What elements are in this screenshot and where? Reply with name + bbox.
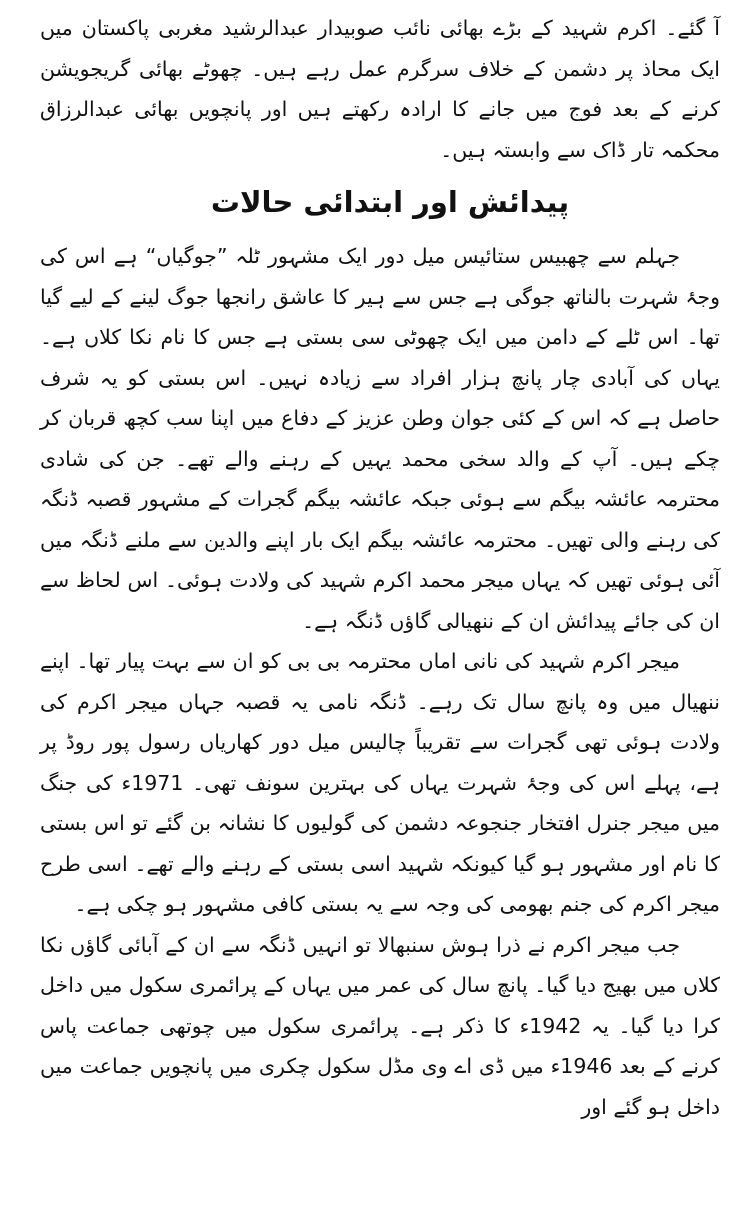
paragraph-2: میجر اکرم شہید کی نانی اماں محترمہ بی بی کو ان سے بہت پیار تھا۔ اپنے ننھیال میں وہ پانچ سال تک رہے۔ ڈنگہ نامی یہ قصبہ جہاں میجر اکرم کی ولادت ہوئی تھی گجرات سے تقریباً چالیس میل دور کھاریاں رسول پور روڈ پر ہے، پہلے اس کی وجۂ شہرت یہاں کی بہترین سونف تھی۔ 1971ء کی جنگ میں میجر جنرل افتخار جنجوعہ دشمن کی گولیوں کا نشانہ بن گئے تو اس بستی کا نام اور مشہور ہو گیا کیونکہ شہید اسی بستی کے رہنے والے تھے۔ اسی طرح میجر اکرم کی جنم بھومی کی وجہ سے یہ بستی کافی مشہور ہو چکی ہے۔: [40, 649, 720, 916]
section-heading: پیدائش اور ابتدائی حالات: [210, 185, 570, 219]
paragraph-3: جب میجر اکرم نے ذرا ہوش سنبھالا تو انہیں ڈنگہ سے ان کے آبائی گاؤں نکا کلاں میں بھیج دیا گیا۔ پانچ سال کی عمر میں یہاں کے پرائمری سکول میں داخل کرا دیا گیا۔ یہ 1942ء کا ذکر ہے۔ پرائمری سکول میں چوتھی جماعت پاس کرنے کے بعد 1946ء میں ڈی اے وی مڈل سکول چکری میں پانچویں جماعت میں داخل ہو گئے اور: [40, 932, 721, 1119]
paragraph-1: جہلم سے چھبیس ستائیس میل دور ایک مشہور ٹلہ ”جوگیاں“ ہے اس کی وجۂ شہرت بالناتھ جوگی ہے جس سے ہیر کا عاشق رانجھا جوگ لینے کے لیے گیا تھا۔ اس ٹلے کے دامن میں ایک چھوٹی سی بستی ہے جس کا نام نکا کلاں ہے۔ یہاں کی آبادی چار پانچ ہزار افراد سے زیادہ نہیں۔ اس بستی کو یہ شرف حاصل ہے کہ اس کے کئی جوان وطن عزیز کے دفاع میں اپنا سب کچھ قربان کر چکے ہیں۔ آپ کے والد سخی محمد یہیں کے رہنے والے تھے۔ جن کی شادی محترمہ عائشہ بیگم سے ہوئی جبکہ عائشہ بیگم گجرات کے مشہور قصبہ ڈنگہ کی رہنے والی تھیں۔ محترمہ عائشہ بیگم ایک بار اپنے والدین سے ملنے ڈنگہ میں آئی ہوئی تھیں کہ یہاں میجر محمد اکرم شہید کی ولادت ہوئی۔ اس لحاظ سے ان کی جائے پیدائش ان کے ننھیالی گاؤں ڈنگہ ہے۔: [40, 244, 720, 633]
document-page: [40, 8, 720, 1127]
paragraph-intro: آ گئے۔ اکرم شہید کے بڑے بھائی نائب صوبیدار عبدالرشید مغربی پاکستان میں ایک محاذ پر دشمن کے خلاف سرگرم عمل رہے ہیں۔ چھوٹے بھائی گریجویشن کرنے کے بعد فوج میں جانے کا ارادہ رکھتے ہیں اور پانچویں بھائی عبدالرزاق محکمہ تار ڈاک سے وابستہ ہیں۔: [40, 16, 720, 162]
